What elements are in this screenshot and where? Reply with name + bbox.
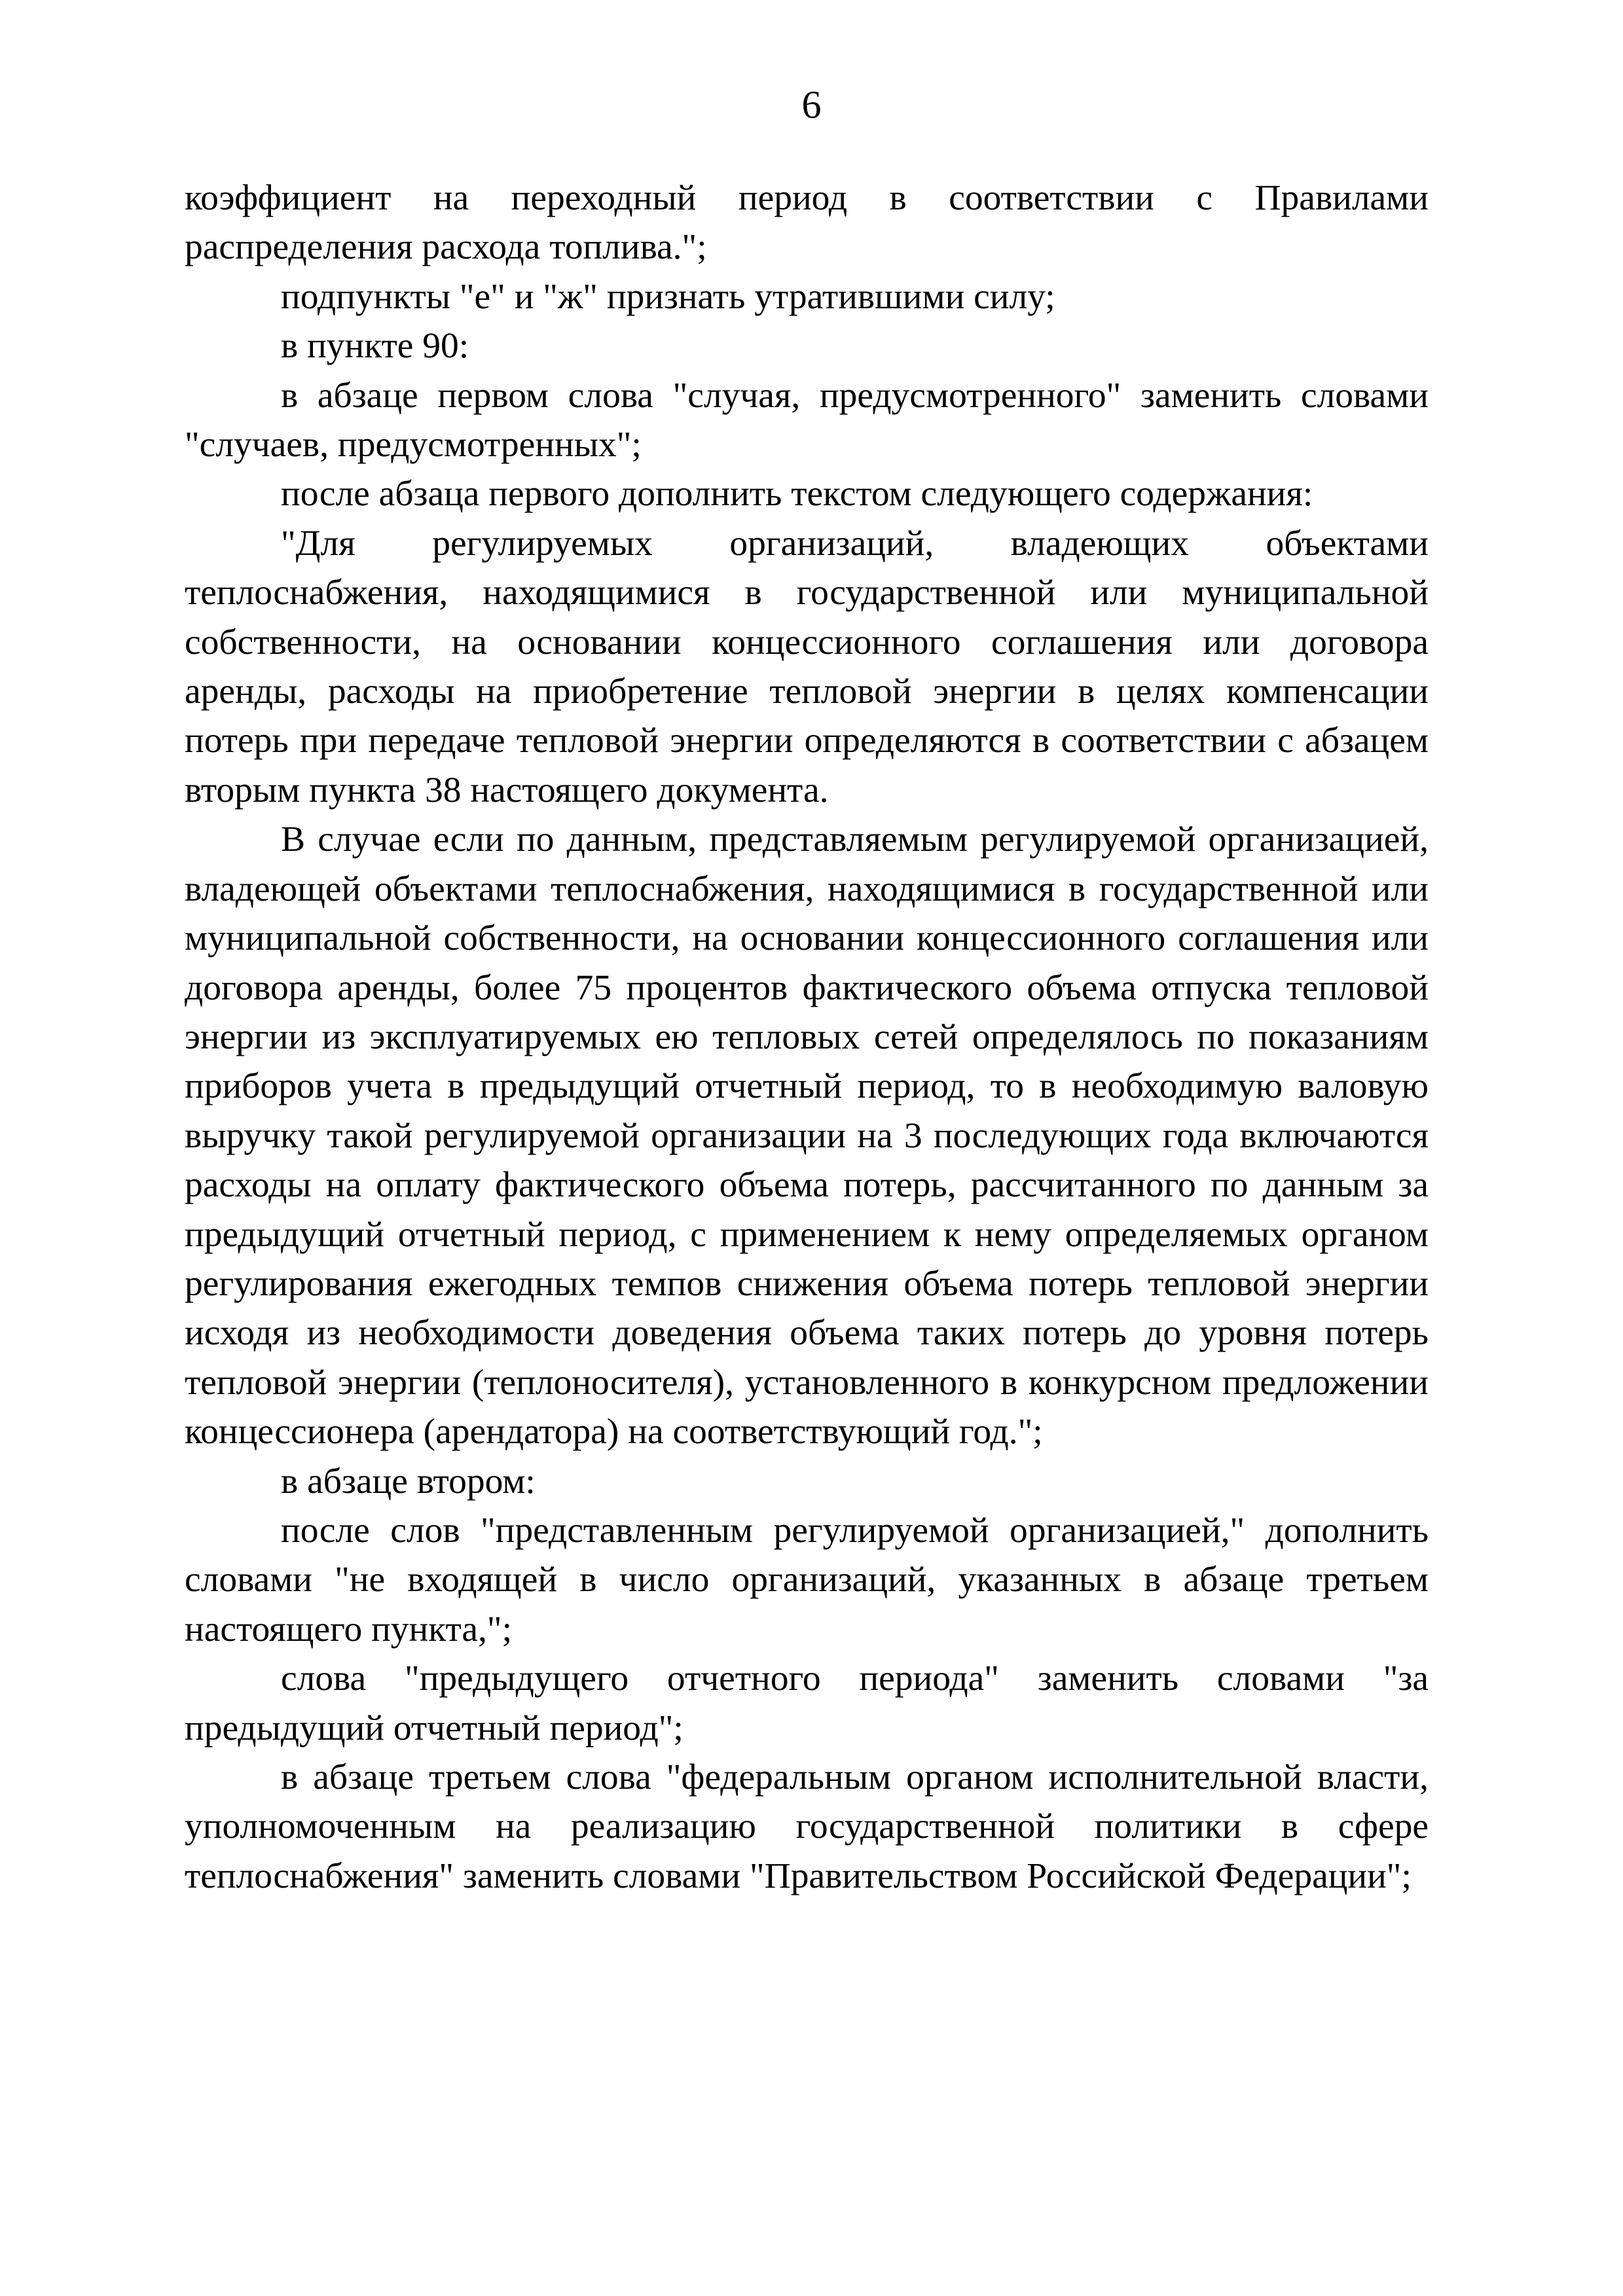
paragraph: после абзаца первого дополнить текстом следующего содержания: — [281, 474, 1313, 514]
paragraph: в абзаце втором: — [281, 1461, 536, 1501]
paragraph-continuation: коэффициент на переходный период в соответствии с Правилами распределения расхода топлива."; — [185, 178, 1429, 268]
paragraph: слова "предыдущего отчетного периода" заменить словами "за предыдущий отчетный период"; — [185, 1659, 1429, 1748]
paragraph: "Для регулируемых организаций, владеющих объектами теплоснабжения, находящимися в государственной или муниципальной собственности, на основании концессионного соглашения или договора аренды, расходы на приобретение тепловой энергии в целях компенсации потерь при передаче тепловой энергии определяются в соответствии с абзацем вторым пункта 38 настоящего документа. — [185, 523, 1429, 810]
paragraph: в абзаце третьем слова "федеральным органом исполнительной власти, уполномоченным на реализацию государственной политики в сфере теплоснабжения" заменить словами "Правительством Российской Федерации"; — [185, 1757, 1429, 1896]
paragraph: в пункте 90: — [281, 326, 469, 367]
paragraph: в абзаце первом слова "случая, предусмотренного" заменить словами "случаев, предусмотренных"; — [185, 375, 1429, 465]
page-number: 6 — [801, 83, 822, 126]
paragraph: подпункты "е" и "ж" признать утратившими силу; — [281, 276, 1055, 317]
paragraph: после слов "представленным регулируемой организацией," дополнить словами "не входящей в число организаций, указанных в абзаце третьем настоящего пункта,"; — [185, 1510, 1429, 1649]
paragraph: В случае если по данным, представляемым регулируемой организацией, владеющей объектами теплоснабжения, находящимися в государственной или муниципальной собственности, на основании концессионного соглашения или договора аренды, более 75 процентов фактического объема отпуска тепловой энергии из эксплуатируемых ею тепловых сетей определялось по показаниям приборов учета в предыдущий отчетный период, то в необходимую валовую выручку такой регулируемой организации на 3 последующих года включаются расходы на оплату фактического объема потерь, рассчитанного по данным за предыдущий отчетный период, с применением к нему определяемых органом регулирования ежегодных темпов снижения объема потерь тепловой энергии исходя из необходимости доведения объема таких потерь до уровня потерь тепловой энергии (теплоносителя), установленного в конкурсном предложении концессионера (арендатора) на соответствующий год."; — [185, 819, 1429, 1452]
document-body — [185, 173, 1429, 1901]
